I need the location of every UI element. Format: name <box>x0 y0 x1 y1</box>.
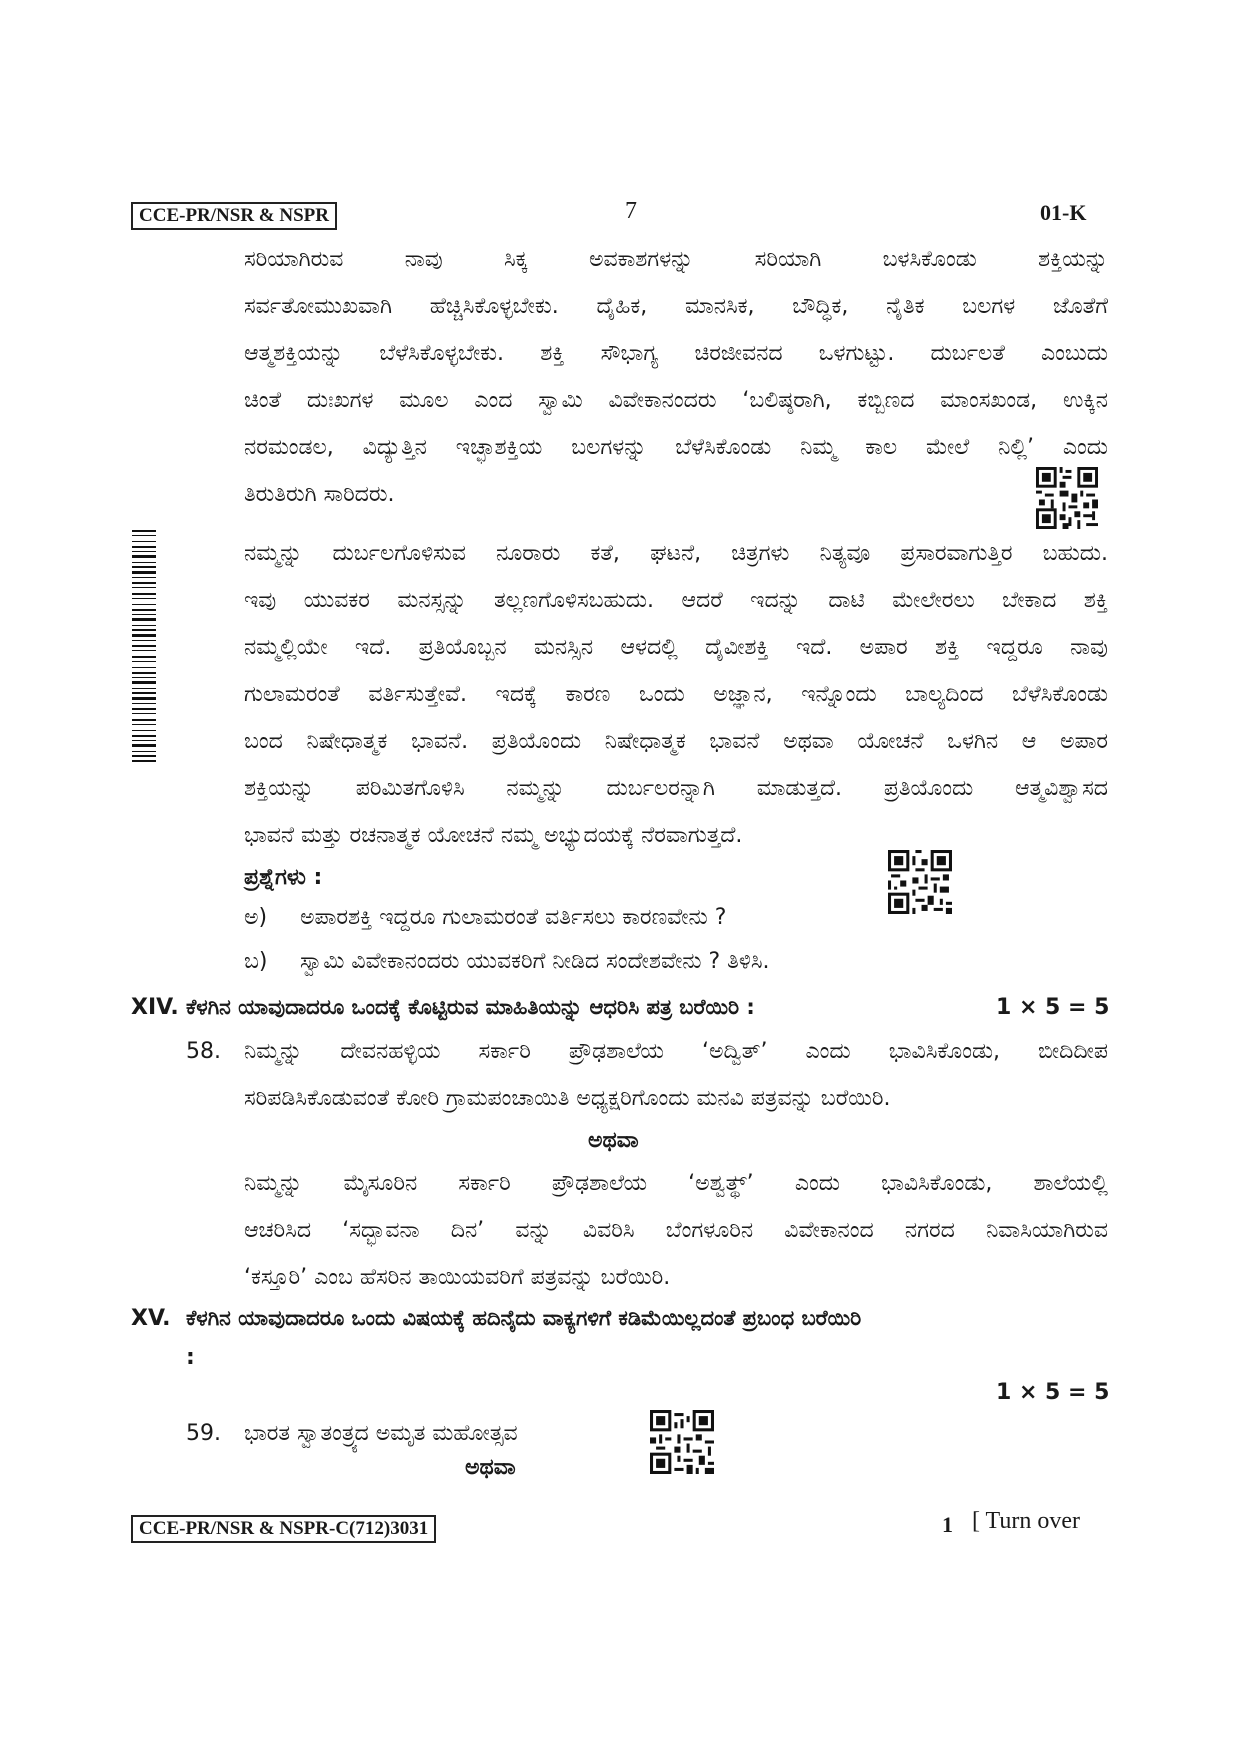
page-number: 7 <box>625 198 637 224</box>
section-15-marks: 1 × 5 = 5 <box>996 1380 1110 1405</box>
passage-line: ಶಕ್ತಿಯನ್ನು ಪರಿಮಿತಗೊಳಿಸಿ ನಮ್ಮನ್ನು ದುರ್ಬಲರನ್ನಾಗಿ ಮಾಡುತ್ತದೆ. ಪ್ರತಿಯೊಂದು ಆತ್ಮವಿಶ್ವಾಸದ <box>244 776 1108 801</box>
question-b-label: ಬ) <box>244 949 268 974</box>
passage-line: ಸರಿಯಾಗಿರುವ ನಾವು ಸಿಕ್ಕ ಅವಕಾಶಗಳನ್ನು ಸರಿಯಾಗಿ ಬಳಸಿಕೊಂಡು ಶಕ್ತಿಯನ್ನು <box>244 247 1108 272</box>
question-59-number: 59. <box>186 1421 221 1446</box>
qr-code <box>650 1410 714 1474</box>
qr-code <box>888 850 952 914</box>
question-line: ನಿಮ್ಮನ್ನು ಮೈಸೂರಿನ ಸರ್ಕಾರಿ ಪ್ರೌಢಶಾಲೆಯ ‘ಅಶ್ವತ್ಥ್’ ಎಂದು ಭಾವಿಸಿಕೊಂಡು, ಶಾಲೆಯಲ್ಲಿ <box>244 1171 1108 1196</box>
question-58-alternative <box>244 1162 1108 1312</box>
question-59-text: ಭಾರತ ಸ್ವಾತಂತ್ರ್ಯದ ಅಮೃತ ಮಹೋತ್ಸವ <box>244 1421 518 1446</box>
or-separator: ಅಥವಾ <box>465 1455 516 1480</box>
question-58-number: 58. <box>186 1039 221 1064</box>
header-right-code: 01-K <box>1040 200 1087 225</box>
question-58-text <box>244 1030 1108 1130</box>
passage-line: ಚಿಂತೆ ದುಃಖಗಳ ಮೂಲ ಎಂದ ಸ್ವಾಮಿ ವಿವೇಕಾನಂದರು ‘ಬಲಿಷ್ಠರಾಗಿ, ಕಬ್ಬಿಣದ ಮಾಂಸಖಂಡ, ಉಕ್ಕಿನ <box>244 388 1108 413</box>
barcode <box>132 530 156 762</box>
section-14-heading: ಕೆಳಗಿನ ಯಾವುದಾದರೂ ಒಂದಕ್ಕೆ ಕೊಟ್ಟಿರುವ ಮಾಹಿತಿಯನ್ನು ಆಧರಿಸಿ ಪತ್ರ ಬರೆಯಿರಿ : <box>186 995 755 1019</box>
header-left-code: CCE-PR/NSR & NSPR <box>131 202 337 230</box>
section-15-colon: : <box>186 1345 195 1370</box>
passage-line: ಇವು ಯುವಕರ ಮನಸ್ಸನ್ನು ತಲ್ಲಣಗೊಳಿಸಬಹುದು. ಆದರೆ ಇದನ್ನು ದಾಟಿ ಮೇಲೇರಲು ಬೇಕಾದ ಶಕ್ತಿ <box>244 588 1108 613</box>
passage-line: ತಿರುತಿರುಗಿ ಸಾರಿದರು. <box>244 482 395 507</box>
passage-line: ಗುಲಾಮರಂತೆ ವರ್ತಿಸುತ್ತೇವೆ. ಇದಕ್ಕೆ ಕಾರಣ ಒಂದು ಅಜ್ಞಾನ, ಇನ್ನೊಂದು ಬಾಲ್ಯದಿಂದ ಬೆಳೆಸಿಕೊಂಡು <box>244 682 1108 707</box>
question-line: ನಿಮ್ಮನ್ನು ದೇವನಹಳ್ಳಿಯ ಸರ್ಕಾರಿ ಪ್ರೌಢಶಾಲೆಯ ‘ಅದ್ವಿತ್’ ಎಂದು ಭಾವಿಸಿಕೊಂಡು, ಬೀದಿದೀಪ <box>244 1039 1108 1064</box>
sheet-number: 1 <box>942 1512 953 1537</box>
question-a-label: ಅ) <box>244 905 268 930</box>
passage-paragraph-1 <box>244 238 1108 518</box>
section-14-marks: 1 × 5 = 5 <box>996 995 1110 1020</box>
question-line: ಸರಿಪಡಿಸಿಕೊಡುವಂತೆ ಕೋರಿ ಗ್ರಾಮಪಂಚಾಯಿತಿ ಅಧ್ಯಕ್ಷರಿಗೊಂದು ಮನವಿ ಪತ್ರವನ್ನು ಬರೆಯಿರಿ. <box>244 1086 891 1111</box>
section-14-numeral: XIV. <box>131 995 179 1020</box>
passage-line: ಭಾವನೆ ಮತ್ತು ರಚನಾತ್ಮಕ ಯೋಚನೆ ನಮ್ಮ ಅಭ್ಯುದಯಕ್ಕೆ ನೆರವಾಗುತ್ತದೆ. <box>244 823 743 848</box>
passage-line: ನಮ್ಮಲ್ಲಿಯೇ ಇದೆ. ಪ್ರತಿಯೊಬ್ಬನ ಮನಸ್ಸಿನ ಆಳದಲ್ಲಿ ದೈವೀಶಕ್ತಿ ಇದೆ. ಅಪಾರ ಶಕ್ತಿ ಇದ್ದರೂ ನಾವು <box>244 635 1108 660</box>
passage-line: ಸರ್ವತೋಮುಖವಾಗಿ ಹೆಚ್ಚಿಸಿಕೊಳ್ಳಬೇಕು. ದೈಹಿಕ, ಮಾನಸಿಕ, ಬೌದ್ಧಿಕ, ನೈತಿಕ ಬಲಗಳ ಜೊತೆಗೆ <box>244 294 1108 319</box>
turn-over: [ Turn over <box>972 1508 1081 1534</box>
passage-line: ನಮ್ಮನ್ನು ದುರ್ಬಲಗೊಳಿಸುವ ನೂರಾರು ಕತೆ, ಘಟನೆ, ಚಿತ್ರಗಳು ನಿತ್ಯವೂ ಪ್ರಸಾರವಾಗುತ್ತಿರ ಬಹುದು. <box>244 541 1108 566</box>
or-separator: ಅಥವಾ <box>588 1128 639 1153</box>
section-15-heading: ಕೆಳಗಿನ ಯಾವುದಾದರೂ ಒಂದು ವಿಷಯಕ್ಕೆ ಹದಿನೈದು ವಾಕ್ಯಗಳಿಗೆ ಕಡಿಮೆಯಿಲ್ಲದಂತೆ ಪ್ರಬಂಧ ಬರೆಯಿರಿ <box>186 1306 862 1330</box>
passage-line: ಬಂದ ನಿಷೇಧಾತ್ಮಕ ಭಾವನೆ. ಪ್ರತಿಯೊಂದು ನಿಷೇಧಾತ್ಮಕ ಭಾವನೆ ಅಥವಾ ಯೋಚನೆ ಒಳಗಿನ ಆ ಅಪಾರ <box>244 729 1108 754</box>
question-b-text: ಸ್ವಾಮಿ ವಿವೇಕಾನಂದರು ಯುವಕರಿಗೆ ನೀಡಿದ ಸಂದೇಶವೇನು ? ತಿಳಿಸಿ. <box>300 949 770 974</box>
question-line: ‘ಕಸ್ತೂರಿ’ ಎಂಬ ಹೆಸರಿನ ತಾಯಿಯವರಿಗೆ ಪತ್ರವನ್ನು ಬರೆಯಿರಿ. <box>244 1265 671 1290</box>
qr-code <box>1034 467 1100 529</box>
passage-paragraph-2 <box>244 532 1108 862</box>
question-a-text: ಅಪಾರಶಕ್ತಿ ಇದ್ದರೂ ಗುಲಾಮರಂತೆ ವರ್ತಿಸಲು ಕಾರಣವೇನು ? <box>300 905 727 930</box>
footer-code: CCE-PR/NSR & NSPR-C(712)3031 <box>131 1515 436 1543</box>
questions-title: ಪ್ರಶ್ನೆಗಳು : <box>244 865 323 890</box>
section-15-numeral: XV. <box>131 1306 171 1331</box>
question-line: ಆಚರಿಸಿದ ‘ಸದ್ಭಾವನಾ ದಿನ’ ವನ್ನು ವಿವರಿಸಿ ಬೆಂಗಳೂರಿನ ವಿವೇಕಾನಂದ ನಗರದ ನಿವಾಸಿಯಾಗಿರುವ <box>244 1218 1108 1243</box>
passage-line: ಆತ್ಮಶಕ್ತಿಯನ್ನು ಬೆಳೆಸಿಕೊಳ್ಳಬೇಕು. ಶಕ್ತಿ ಸೌಭಾಗ್ಯ ಚಿರಜೀವನದ ಒಳಗುಟ್ಟು. ದುರ್ಬಲತೆ ಎಂಬುದು <box>244 341 1108 366</box>
passage-line: ನರಮಂಡಲ, ವಿದ್ಯುತ್ತಿನ ಇಚ್ಛಾಶಕ್ತಿಯ ಬಲಗಳನ್ನು ಬೆಳೆಸಿಕೊಂಡು ನಿಮ್ಮ ಕಾಲ ಮೇಲೆ ನಿಲ್ಲಿ’ ಎಂದು <box>244 435 1108 460</box>
